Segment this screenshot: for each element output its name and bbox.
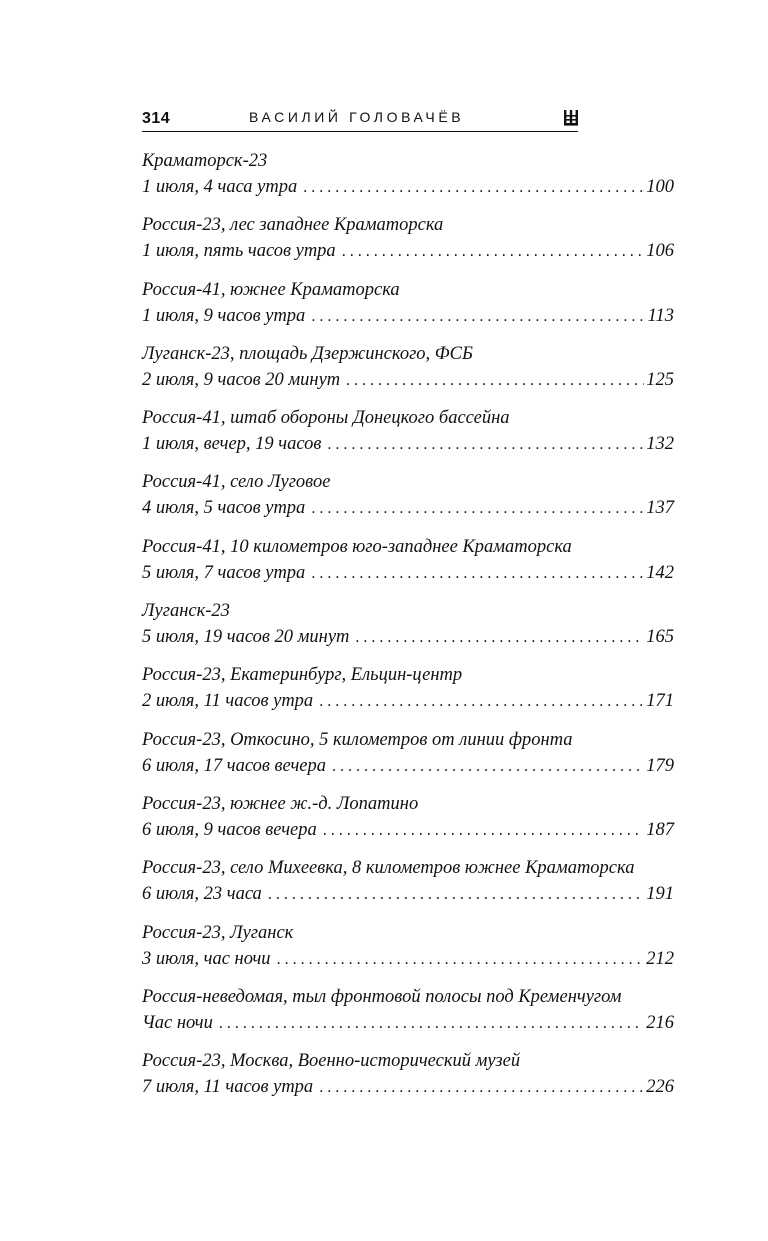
dot-leader bbox=[319, 689, 644, 715]
toc-entry-location: Россия-23, село Михеевка, 8 километров южнее Краматорска bbox=[142, 858, 635, 879]
toc-entry-page-number: 165 bbox=[646, 627, 674, 648]
dot-leader bbox=[303, 175, 644, 201]
toc-entry-time-line bbox=[142, 753, 674, 780]
dot-leader bbox=[346, 368, 644, 394]
table-of-contents bbox=[142, 148, 674, 1112]
toc-entry-time: 4 июля, 5 часов утра bbox=[142, 498, 306, 519]
page-number: 314 bbox=[142, 110, 171, 127]
toc-entry bbox=[142, 920, 674, 984]
toc-entry-location: Луганск-23, площадь Дзержинского, ФСБ bbox=[142, 343, 473, 364]
toc-entry-time-line bbox=[142, 1074, 674, 1101]
toc-entry-time: 2 июля, 9 часов 20 минут bbox=[142, 369, 341, 390]
toc-entry-location: Россия-неведомая, тыл фронтовой полосы под Кременчугом bbox=[142, 986, 622, 1007]
header-rule bbox=[142, 131, 578, 132]
toc-entry bbox=[142, 148, 674, 212]
toc-entry-time: 5 июля, 19 часов 20 минут bbox=[142, 627, 350, 648]
dot-leader bbox=[332, 754, 644, 780]
toc-entry-time-line bbox=[142, 1010, 674, 1037]
toc-entry-time: 6 июля, 17 часов вечера bbox=[142, 755, 327, 776]
dot-leader bbox=[311, 561, 644, 587]
dot-leader bbox=[277, 947, 645, 973]
toc-entry-page-number: 216 bbox=[646, 1012, 674, 1033]
toc-entry-time: 1 июля, 9 часов утра bbox=[142, 305, 306, 326]
toc-entry-location: Россия-41, южнее Краматорска bbox=[142, 279, 400, 300]
toc-entry-location: Краматорск-23 bbox=[142, 151, 268, 171]
toc-entry-time-line bbox=[142, 238, 674, 265]
toc-entry-page-number: 137 bbox=[646, 498, 674, 519]
toc-entry-time: 3 июля, час ночи bbox=[142, 948, 271, 969]
toc-entry bbox=[142, 598, 674, 662]
dot-leader bbox=[311, 304, 645, 330]
dot-leader bbox=[319, 1075, 644, 1101]
toc-entry-time: 7 июля, 11 часов утра bbox=[142, 1077, 314, 1098]
toc-entry-time: 1 июля, вечер, 19 часов bbox=[142, 434, 322, 455]
toc-entry-time-line bbox=[142, 817, 674, 844]
toc-entry bbox=[142, 405, 674, 469]
toc-entry-time: 1 июля, 4 часа утра bbox=[142, 177, 298, 197]
toc-entry-location: Россия-23, Откосино, 5 километров от линии фронта bbox=[142, 729, 573, 750]
toc-entry-page-number: 100 bbox=[646, 177, 674, 197]
toc-entry-page-number: 171 bbox=[646, 691, 674, 712]
toc-entry bbox=[142, 791, 674, 855]
toc-entry-page-number: 106 bbox=[646, 241, 674, 262]
toc-entry-time-line bbox=[142, 624, 674, 651]
toc-entry-time: Час ночи bbox=[142, 1012, 213, 1033]
toc-entry-location: Россия-23, Москва, Военно-исторический музей bbox=[142, 1051, 521, 1072]
toc-entry-page-number: 212 bbox=[646, 948, 674, 969]
dot-leader bbox=[355, 625, 644, 651]
toc-entry bbox=[142, 855, 674, 919]
toc-entry-time-line bbox=[142, 881, 674, 908]
toc-entry-location: Россия-23, Луганск bbox=[142, 922, 294, 943]
toc-entry bbox=[142, 341, 674, 405]
toc-entry-time-line bbox=[142, 174, 674, 201]
toc-entry-time-line bbox=[142, 688, 674, 715]
toc-entry-time: 2 июля, 11 часов утра bbox=[142, 691, 314, 712]
toc-entry-location: Россия-23, лес западнее Краматорска bbox=[142, 215, 444, 236]
dot-leader bbox=[268, 882, 644, 908]
toc-entry-location: Россия-41, село Луговое bbox=[142, 472, 331, 493]
toc-entry-page-number: 132 bbox=[646, 434, 674, 455]
publisher-logo-icon bbox=[564, 110, 578, 126]
toc-entry bbox=[142, 662, 674, 726]
toc-entry bbox=[142, 1048, 674, 1112]
toc-entry-page-number: 191 bbox=[646, 884, 674, 905]
toc-entry-time: 5 июля, 7 часов утра bbox=[142, 562, 306, 583]
toc-entry-location: Россия-23, Екатеринбург, Ельцин-центр bbox=[142, 665, 463, 686]
toc-entry-page-number: 125 bbox=[646, 369, 674, 390]
running-header bbox=[142, 106, 578, 132]
toc-entry-location: Россия-41, штаб обороны Донецкого бассейна bbox=[142, 408, 510, 429]
toc-entry-time-line bbox=[142, 560, 674, 587]
toc-entry-page-number: 142 bbox=[646, 562, 674, 583]
toc-entry bbox=[142, 984, 674, 1048]
toc-entry bbox=[142, 534, 674, 598]
toc-entry-location: Россия-41, 10 километров юго-западнее Краматорска bbox=[142, 536, 572, 557]
toc-entry-time-line bbox=[142, 946, 674, 973]
dot-leader bbox=[219, 1011, 644, 1037]
toc-entry-page-number: 187 bbox=[646, 819, 674, 840]
toc-entry bbox=[142, 277, 674, 341]
toc-entry-page-number: 113 bbox=[647, 305, 674, 326]
toc-entry-time: 6 июля, 23 часа bbox=[142, 884, 262, 905]
dot-leader bbox=[311, 496, 644, 522]
toc-entry-location: Россия-23, южнее ж.-д. Лопатино bbox=[142, 793, 419, 814]
dot-leader bbox=[342, 239, 645, 265]
toc-entry-location: Луганск-23 bbox=[142, 601, 230, 622]
running-title: ВАСИЛИЙ ГОЛОВАЧЁВ bbox=[249, 109, 465, 125]
toc-entry-time-line bbox=[142, 367, 674, 394]
toc-entry-time-line bbox=[142, 303, 674, 330]
toc-entry-time-line bbox=[142, 495, 674, 522]
dot-leader bbox=[327, 432, 644, 458]
toc-entry bbox=[142, 727, 674, 791]
toc-entry bbox=[142, 212, 674, 276]
toc-entry-time-line bbox=[142, 431, 674, 458]
toc-entry bbox=[142, 469, 674, 533]
toc-entry-page-number: 179 bbox=[646, 755, 674, 776]
toc-entry-page-number: 226 bbox=[646, 1077, 674, 1098]
dot-leader bbox=[323, 818, 644, 844]
toc-entry-time: 1 июля, пять часов утра bbox=[142, 241, 336, 262]
toc-entry-time: 6 июля, 9 часов вечера bbox=[142, 819, 317, 840]
